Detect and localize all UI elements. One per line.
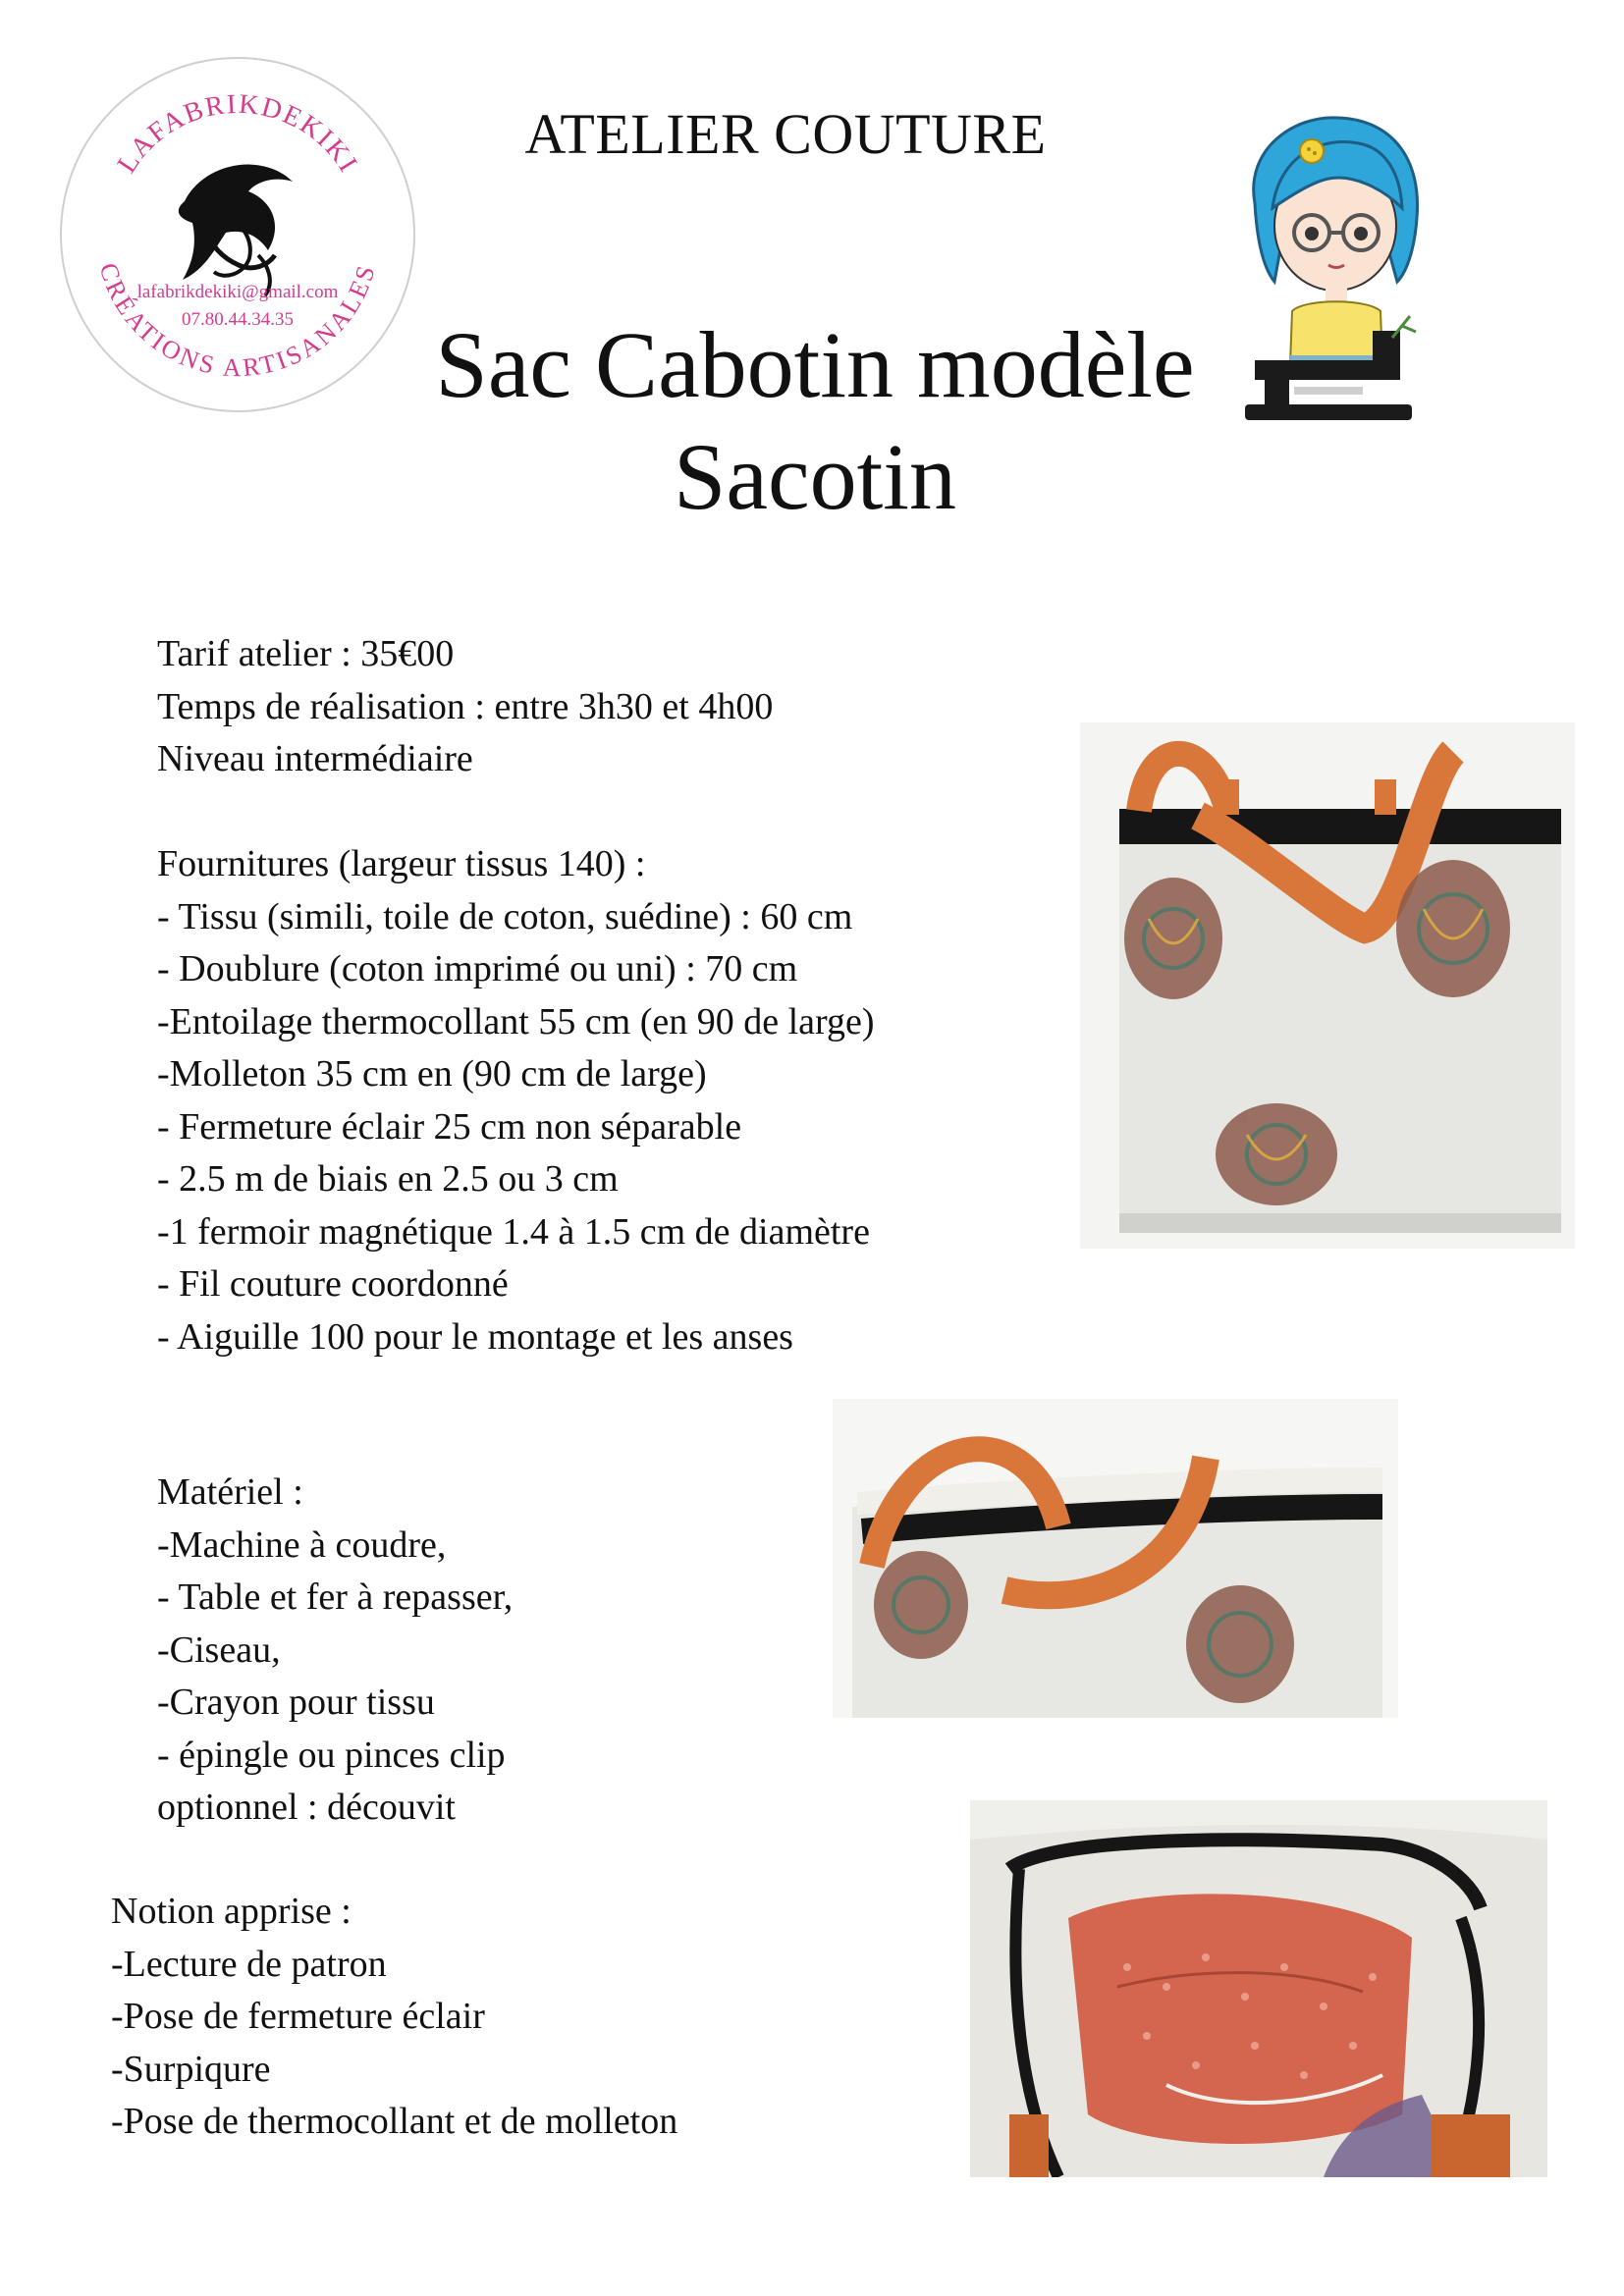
brand-logo xyxy=(57,54,418,415)
list-item: - Fil couture coordonné xyxy=(157,1263,509,1305)
material-list xyxy=(157,1467,513,1835)
list-item: - épingle ou pinces clip xyxy=(157,1734,506,1776)
page-title-line-2: Sacotin xyxy=(674,424,956,529)
seamstress-mascot-icon xyxy=(1235,110,1432,444)
list-item: - Tissu (simili, toile de coton, suédine) : 60 cm xyxy=(157,895,853,937)
logo-email: lafabrikdekiki@gmail.com xyxy=(136,282,339,302)
notions-heading: Notion apprise : xyxy=(111,1891,352,1932)
list-item: -Lecture de patron xyxy=(111,1943,387,1985)
notions-list xyxy=(111,1886,677,2149)
list-item: -Pose de fermeture éclair xyxy=(111,1996,485,2037)
list-item: - Fermeture éclair 25 cm non séparable xyxy=(157,1105,742,1148)
seamstress-mascot xyxy=(1235,110,1432,444)
supplies-list xyxy=(157,838,875,1363)
list-item: -Pose de thermocollant et de molleton xyxy=(111,2101,678,2142)
supplies-heading: Fournitures (largeur tissus 140) : xyxy=(157,843,646,884)
list-item: optionnel : découvit xyxy=(157,1787,456,1828)
list-item: - Doublure (coton imprimé ou uni) : 70 cm xyxy=(157,948,798,989)
list-item: -Crayon pour tissu xyxy=(157,1682,435,1723)
list-item: -Surpiqure xyxy=(111,2048,271,2090)
bag-lining-photo-icon xyxy=(970,1800,1547,2177)
bag-top-photo xyxy=(833,1399,1398,1718)
price-line: Tarif atelier : 35€00 xyxy=(157,633,455,674)
bag-front-photo-icon xyxy=(1080,722,1575,1249)
logo-ring-top-text: LAFABRIKDEKIKI xyxy=(111,88,364,179)
page-title xyxy=(393,309,1237,533)
bag-front-photo xyxy=(1080,722,1575,1249)
logo-badge-icon xyxy=(57,54,418,415)
workshop-info xyxy=(157,628,773,786)
logo-ring-bottom-text: CRÉATIONS ARTISANALES xyxy=(93,259,382,383)
list-item: - Table et fer à repasser, xyxy=(157,1576,514,1618)
material-heading: Matériel : xyxy=(157,1471,303,1513)
list-item: - 2.5 m de biais en 2.5 ou 3 cm xyxy=(157,1158,619,1200)
level-line: Niveau intermédiaire xyxy=(157,738,473,779)
list-item: - Aiguille 100 pour le montage et les anses xyxy=(157,1315,793,1358)
workshop-heading: ATELIER COUTURE xyxy=(524,102,1047,166)
list-item: -Ciseau, xyxy=(157,1629,281,1671)
page-title-line-1: Sac Cabotin modèle xyxy=(435,312,1195,417)
list-item: -1 fermoir magnétique 1.4 à 1.5 cm de diamètre xyxy=(157,1210,870,1253)
list-item: -Machine à coudre, xyxy=(157,1523,447,1566)
logo-phone: 07.80.44.34.35 xyxy=(182,309,294,330)
bag-lining-photo xyxy=(970,1800,1547,2177)
bag-top-photo-icon xyxy=(833,1399,1398,1718)
duration-line: Temps de réalisation : entre 3h30 et 4h00 xyxy=(157,685,774,727)
list-item: -Entoilage thermocollant 55 cm (en 90 de large) xyxy=(157,1000,875,1042)
list-item: -Molleton 35 cm en (90 cm de large) xyxy=(157,1053,707,1095)
